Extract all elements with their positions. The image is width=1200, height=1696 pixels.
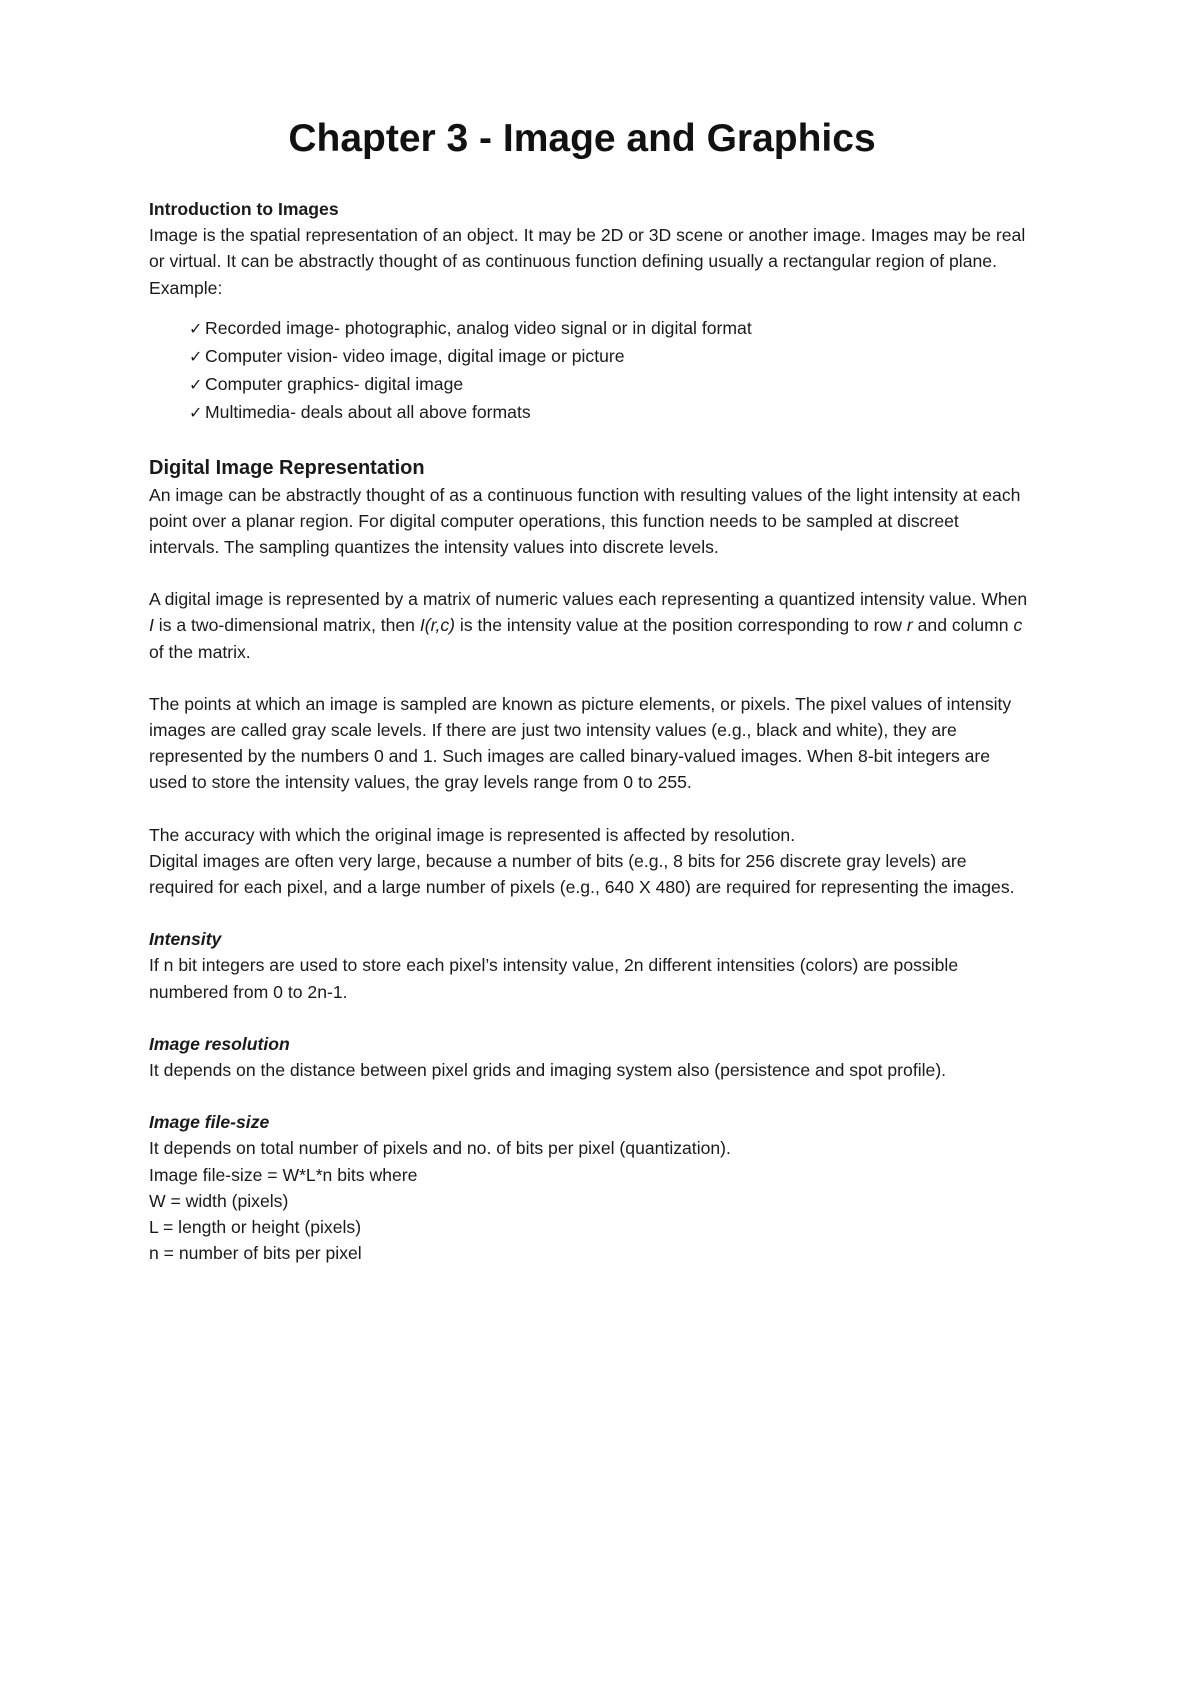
heading-image-resolution: Image resolution [149, 1033, 290, 1054]
heading-digital-image-representation: Digital Image Representation [149, 456, 425, 479]
filesize-line: n = number of bits per pixel [149, 1243, 362, 1264]
document-body [149, 196, 1029, 1267]
intro-paragraph: Image is the spatial representation of an object. It may be 2D or 3D scene or another image. Images may be real or virtual. It can be abstractly thought of as continuous function defining usually a rectangular region of plane. Example: [149, 225, 1026, 298]
digital-paragraph-4b: Digital images are often very large, because a number of bits (e.g., 8 bits for 256 discrete gray levels) are required for each pixel, and a large number of pixels (e.g., 640 X 480) are required for representing the images. [149, 850, 1015, 898]
intensity-paragraph: If n bit integers are used to store each pixel’s intensity value, 2n different intensities (colors) are possible numbered from 0 to 2n-1. [149, 955, 959, 1002]
heading-intro: Introduction to Images [149, 199, 339, 219]
heading-image-file-size: Image file-size [149, 1112, 270, 1133]
list-item [189, 371, 1029, 399]
digital-paragraph-3: The points at which an image is sampled are known as picture elements, or pixels. The pixel values of intensity images are called gray scale levels. If there are just two intensity values (e.g., black and white), they are represented by the numbers 0 and 1. Such images are called binary-valued images. When 8-bit integers are used to store the intensity values, the gray levels range from 0 to 255. [149, 693, 1012, 793]
digital-paragraph-2: A digital image is represented by a matrix of numeric values each representing a quantized intensity value. When I is a two-dimensional matrix, then I(r,c) is the intensity value at the position corresponding to row r and column c of the matrix. [149, 589, 1028, 662]
filesize-line: L = length or height (pixels) [149, 1217, 362, 1238]
heading-intensity: Intensity [149, 929, 222, 950]
list-item-text: Computer graphics- digital image [205, 374, 464, 395]
digital-paragraph-1: An image can be abstractly thought of as a continuous function with resulting values of the light intensity at each point over a planar region. For digital computer operations, this function needs to be sampled at discreet intervals. The sampling quantizes the intensity values into discrete levels. [149, 484, 1021, 558]
list-item-text: Computer vision- video image, digital image or picture [205, 346, 625, 367]
filesize-line: W = width (pixels) [149, 1190, 289, 1211]
check-icon: ✓ [189, 349, 203, 367]
page-title: Chapter 3 - Image and Graphics [288, 117, 876, 160]
list-item-text: Recorded image- photographic, analog video signal or in digital format [205, 317, 752, 338]
check-icon: ✓ [189, 377, 203, 395]
check-icon: ✓ [189, 405, 203, 423]
digital-paragraph-4a: The accuracy with which the original image is represented is affected by resolution. [149, 824, 796, 845]
list-item [189, 399, 1029, 427]
filesize-line: Image file-size = W*L*n bits where [149, 1164, 418, 1185]
list-item-text: Multimedia- deals about all above formats [205, 402, 531, 423]
filesize-line: It depends on total number of pixels and no. of bits per pixel (quantization). [149, 1138, 731, 1159]
check-icon: ✓ [189, 320, 203, 338]
list-item [189, 315, 1029, 343]
resolution-paragraph: It depends on the distance between pixel grids and imaging system also (persistence and spot profile). [149, 1060, 947, 1081]
example-list [149, 315, 1029, 428]
list-item [189, 343, 1029, 371]
